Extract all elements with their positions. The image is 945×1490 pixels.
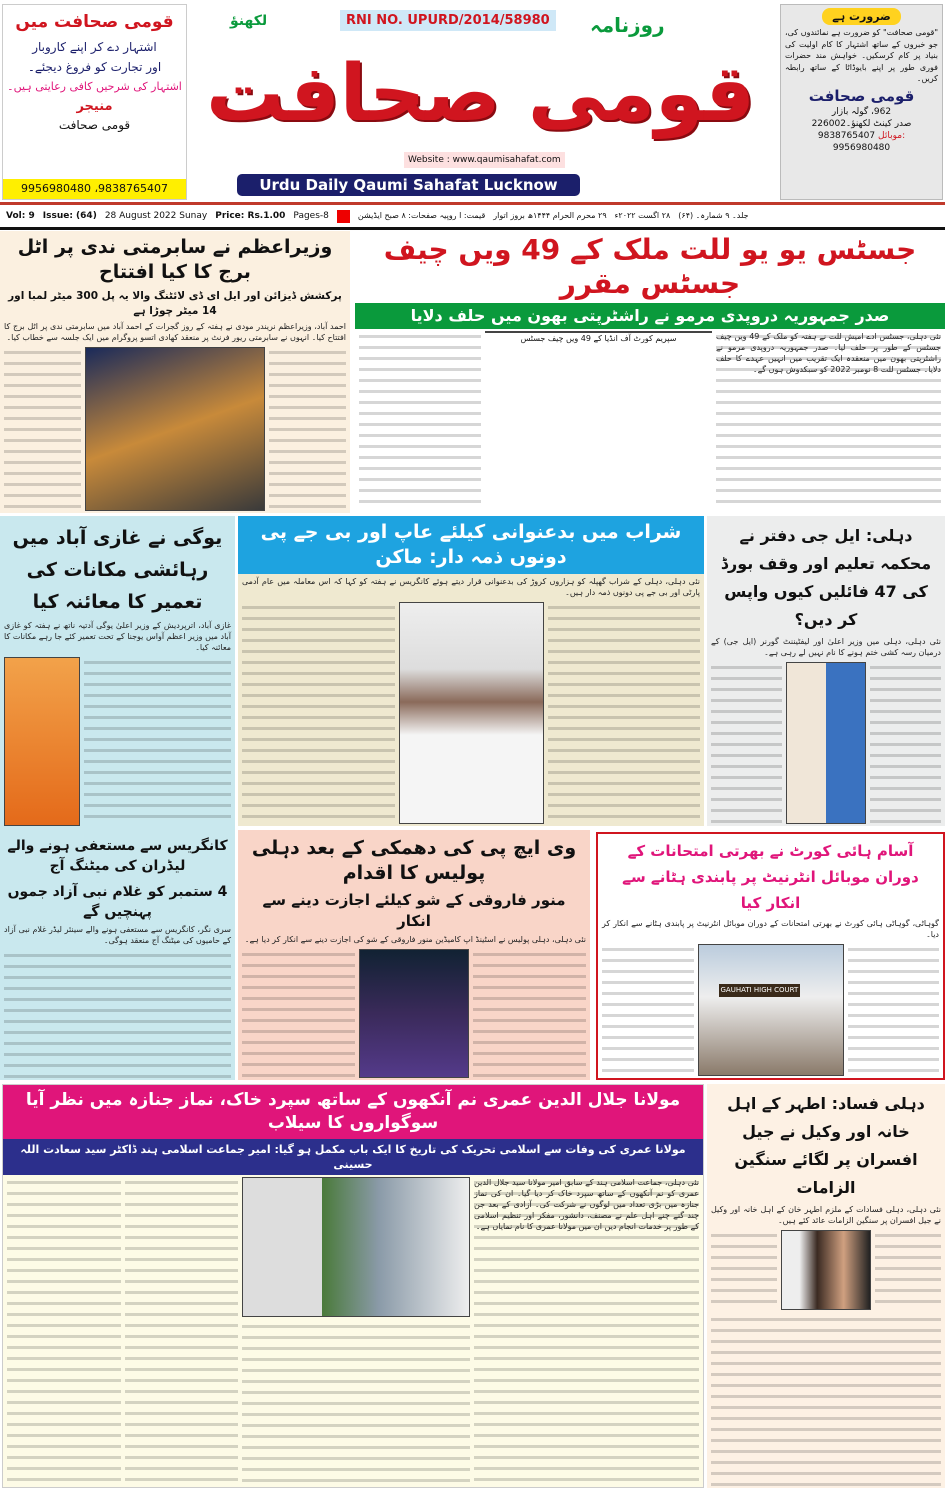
- info-bar: [0, 206, 945, 226]
- article-body: نئی دہلی، جماعت اسلامی ہند کے سابق امیر مولانا سید جلال الدین عمری کو نم آنکھوں کے ساتھ سپرد خاک کر دیا گیا۔ ان کی نماز جنازہ میں بڑی تعداد میں لوگوں نے شرکت کی۔ آزادی کے بعد جن چند گنے چنے اہل علم نے مصنف، دانشور، مفکر اور تنظیم اسلامی کے طور پر خدمات انجام دیں ان میں مولانا عمری کا نام نمایاں ہے۔: [474, 1177, 699, 1485]
- subheadline: منور فاروقی کے شو کیلئے اجازت دینے سے انکار: [262, 891, 566, 930]
- headline: جسٹس یو یو للت ملک کے 49 ویں چیف جسٹس مقرر: [383, 233, 917, 300]
- headline: یوگی نے غازی آباد میں رہائشی مکانات کی تعمیر کا معائنہ کیا: [12, 527, 223, 613]
- left-ad-box: [2, 4, 187, 200]
- article-pm-bridge: [0, 231, 350, 513]
- article-body-col: [711, 1230, 777, 1310]
- article-yogi: [0, 516, 235, 828]
- city-label: لکھنؤ: [230, 13, 268, 29]
- rni-number: RNI NO. UPURD/2014/58980: [340, 10, 556, 31]
- website-label: Website : www.qaumisahafat.com: [404, 152, 565, 168]
- left-ad-role: منیجر: [76, 99, 113, 114]
- article-liquor: [238, 516, 704, 826]
- article-body-col: [84, 657, 231, 826]
- article-body-col: [875, 1230, 941, 1310]
- article-body-col: [242, 1321, 470, 1485]
- article-columns: [0, 948, 235, 1080]
- article-photo-row: [598, 942, 943, 1078]
- article-body-col: [7, 1177, 121, 1485]
- phone: 9956980480: [832, 142, 891, 153]
- article-body: سری نگر، کانگریس سے مستعفی ہونے والے سینئر لیڈر غلام نبی آزاد کے حامیوں کی میٹنگ آج منعقد ہوگی۔: [4, 925, 231, 945]
- urdu-date: ۲۸ اگست ۲۰۲۲ء: [614, 211, 671, 220]
- article-body-col: [125, 1177, 239, 1485]
- right-ad-name: قومی صحافت: [808, 86, 915, 105]
- article-columns: [355, 329, 945, 513]
- article-body: نئی دہلی، دہلی میں وزیر اعلیٰ اور لیفٹیننٹ گورنر (ایل جی) کے درمیان رسہ کشی ختم ہونے کا نام نہیں لے رہی ہے۔: [711, 637, 941, 657]
- article-munawar: [238, 830, 590, 1080]
- headline: وزیراعظم نے سابرمتی ندی پر اٹل برج کا کیا افتتاح: [17, 236, 333, 283]
- pages: Pages-8: [293, 211, 329, 221]
- article-assam: [596, 832, 945, 1080]
- yogi-photo: [4, 657, 80, 826]
- article-body-col: [242, 602, 395, 824]
- article-body-col: [548, 602, 701, 824]
- article-body: نئی دہلی، دہلی پولیس نے اسٹینڈ اپ کامیڈین منور فاروقی کے شو کی اجازت دینے سے انکار کر دیا ہے۔: [244, 935, 586, 944]
- red-square: [337, 210, 350, 223]
- article-body-col: [473, 949, 586, 1078]
- left-ad-name: قومی صحافت: [58, 118, 131, 132]
- english-title: Urdu Daily Qaumi Sahafat Lucknow: [237, 174, 580, 196]
- umari-photo: [242, 1177, 470, 1317]
- ajay-maken-photo: [399, 602, 544, 824]
- article-photo-row: [238, 947, 590, 1080]
- article-photo-row: [0, 655, 235, 828]
- headline: مولانا جلال الدین عمری نم آنکھوں کے ساتھ سپرد خاک، نماز جنازہ میں نظر آیا سوگواروں کا سیلاب: [3, 1085, 703, 1139]
- article-body: نئی دہلی، دہلی کے شراب گھپلہ کو ہزاروں کروڑ کی بدعنوانی قرار دیتے ہوئے کانگریس نے ہفتہ کو کہا کہ اس معاملہ میں عام آدمی پارٹی اور بی جے پی دونوں ذمہ دار ہیں۔: [242, 577, 700, 597]
- left-ad-line: اشتہار کی شرحیں کافی رعایتی ہیں۔: [7, 80, 182, 93]
- right-ad-box: [780, 4, 943, 200]
- phone: 9838765407: [817, 130, 876, 141]
- blue-banner: مولانا عمری کی وفات سے اسلامی تحریک کی تاریخ کا ایک باب مکمل ہو گیا: امیر جماعت اسلامی ہند ڈاکٹر سید سعادت اللہ حسینی: [3, 1139, 703, 1175]
- headline: شراب میں بدعنوانی کیلئے عاپ اور بی جے پی دونوں ذمہ دار: ماکن: [238, 516, 704, 574]
- article-columns: [707, 1312, 945, 1488]
- article-delhi-lg: [707, 516, 945, 826]
- article-columns: [3, 1175, 703, 1487]
- article-photo-row: [238, 600, 704, 826]
- article-body-col: [4, 347, 81, 511]
- left-ad-phones: 9956980480 ،9838765407: [3, 179, 186, 199]
- right-ad-phones: [781, 130, 942, 154]
- article-body-bottom: [711, 1314, 941, 1486]
- pm-bridge-photo: [85, 347, 265, 511]
- subheadline: پرکشش ڈیزائن اور ایل ای ڈی لائٹنگ والا یہ پل 300 میٹر لمبا اور 14 میٹر چوڑا ہے: [8, 290, 342, 317]
- article-body-col: [602, 944, 694, 1076]
- subheadline: 4 ستمبر کو غلام نبی آزاد جموں پہنچیں گے: [7, 884, 228, 920]
- volume: Vol: 9: [6, 211, 35, 221]
- price: Price: Rs.1.00: [215, 211, 286, 221]
- mobile-label: موبائل:: [878, 130, 906, 141]
- article-chief-justice: [355, 231, 945, 513]
- headline: آسام ہائی کورٹ نے بھرتی امتحانات کے دوران موبائل انٹرنیٹ پر پابندی ہٹانے سے انکار کیا: [622, 842, 919, 912]
- headline: کانگریس سے مستعفی ہونے والے لیڈران کی میٹنگ آج: [7, 838, 228, 874]
- article-photo-row: [707, 660, 945, 826]
- left-ad-line: اور تجارت کو فروغ دیجئے۔: [27, 60, 162, 74]
- photo-block: [242, 1177, 470, 1485]
- article-body-col: [4, 950, 231, 1078]
- right-ad-text: "قومی صحافت" کو ضرورت ہے نمائندوں کی، جو خبروں کے ساتھ اشتہار کا کام اولیت کی بنیاد پر کام کرسکیں۔ خواہش مند حضرات فوری طور پر اپنے بایوڈاٹا کے ساتھ رابطہ کریں۔: [785, 28, 938, 83]
- article-body-col: [359, 331, 481, 511]
- masthead-logo: قومی صحافت: [206, 49, 755, 139]
- article-photo-row: [0, 345, 350, 513]
- article-body: نئی دہلی، دہلی فسادات کے ملزم اطہر خان کے اہل خانہ اور وکیل نے جیل افسران پر سنگین الزامات عائد کئے ہیں۔: [711, 1205, 941, 1225]
- court-sign: GAUHATI HIGH COURT: [719, 984, 801, 997]
- urdu-hijri: ۲۹ محرم الحرام ۱۴۴۴ھ بروز اتوار: [493, 211, 607, 220]
- photo-block: [485, 331, 712, 511]
- article-umari: [2, 1084, 704, 1488]
- address-line: 962، گولہ بازار: [831, 106, 892, 117]
- masthead: [190, 4, 775, 200]
- urdu-price: قیمت: ا روپیہ صفحات: ۸ صبح ایڈیشن: [357, 211, 486, 220]
- article-body-col: [870, 662, 941, 824]
- article-body: احمد آباد، وزیراعظم نریندر مودی نے ہفتہ کے روز گجرات کے احمد آباد میں سابرمتی ندی پر اٹل برج کا افتتاح کیا۔ انہوں نے سابرمتی ریور فرنٹ پر منعقد کھادی اتسو پروگرام میں ایک جلسہ سے خطاب کیا۔: [4, 322, 346, 342]
- article-body: نئی دہلی، جسٹس ادے امیش للت نے ہفتہ کو ملک کے 49 ویں چیف جسٹس کے طور پر حلف لیا۔ صدر جمہوریہ دروپدی مرمو نے راشٹرپتی بھون میں منعقدہ ایک تقریب میں انہیں عہدے کا حلف دلایا۔ جسٹس للت 8 نومبر 2022 کو سبکدوش ہوں گے۔: [716, 331, 941, 511]
- article-body-col: [269, 347, 346, 511]
- address-line: صدر کینٹ لکھنؤ۔226002: [811, 118, 912, 129]
- green-banner: صدر جمہوریہ دروپدی مرمو نے راشٹرپتی بھون میں حلف دلایا: [355, 303, 945, 329]
- daily-label: روزنامہ: [590, 13, 665, 37]
- urdu-volume: جلد۔ ۹ شمارہ۔ (۶۴): [678, 211, 749, 220]
- article-photo-row: [707, 1228, 945, 1312]
- lg-cm-photo: [786, 662, 866, 824]
- headline: وی ایچ پی کی دھمکی کے بعد دہلی پولیس کا اقدام: [251, 837, 577, 884]
- header-rule: [0, 202, 945, 205]
- munawar-photo: [359, 949, 469, 1078]
- athar-photo: [781, 1230, 871, 1310]
- left-ad-line: اشتہار دے کر اپنے کاروبار: [32, 40, 157, 54]
- article-delhi-riots: [707, 1084, 945, 1488]
- photo-caption: سپریم کورٹ آف انڈیا کے 49 ویں چیف جسٹس: [520, 334, 677, 343]
- article-body-col: [711, 662, 782, 824]
- article-body-col: [848, 944, 940, 1076]
- header-bottom-rule: [0, 227, 945, 230]
- issue: Issue: (64): [42, 211, 97, 221]
- headline: دہلی فساد: اطہر کے اہل خانہ اور وکیل نے جیل افسران پر لگائے سنگین الزامات: [727, 1094, 925, 1197]
- left-ad-title: قومی صحافت میں: [15, 12, 174, 32]
- gauhati-high-court-photo: [698, 944, 844, 1076]
- right-ad-badge: ضرورت ہے: [822, 8, 900, 25]
- headline: دہلی: ایل جی دفتر نے محکمہ تعلیم اور وقف بورڈ کی 47 فائلیں کیوں واپس کر دیں؟: [720, 526, 932, 629]
- date: 28 August 2022 Sunay: [104, 211, 208, 221]
- article-body: غازی آباد، اترپردیش کے وزیر اعلیٰ یوگی آدتیہ ناتھ نے ہفتہ کو غازی آباد میں وزیر اعظم آواس یوجنا کے تحت تعمیر کئے جا رہے مکانات کا معائنہ کیا۔: [4, 621, 231, 652]
- article-body-col: [242, 949, 355, 1078]
- article-congress: [0, 828, 235, 1080]
- article-body: گوہاٹی، گوہاٹی ہائی کورٹ نے بھرتی امتحانات کے دوران موبائل انٹرنیٹ پر پابندی ہٹانے سے انکار کر دیا۔: [602, 919, 939, 939]
